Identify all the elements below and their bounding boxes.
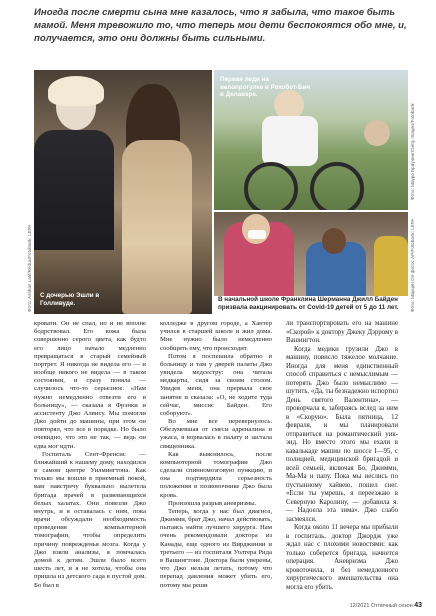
yellow-outfit [374,236,408,296]
paragraph: Во мне все перевернулось. Обезумевшая от смеси адреналина и ужаса, я ворвалась в палату и застала священника. [160,418,272,450]
pull-quote: Иногда после смерти сына мне казалось, что я забыла, что такое быть мамой. Меня тревожило то, что теперь мои дети беспокоятся обо мне, и, получается, это они должны быть сильными. [34,7,407,45]
main-photo-credit: Фото: Ashkan Latif/Redux/Fotobank; LEPA [27,224,32,312]
bike-caption: Первая леди на велопрогулке в Рехобот-Бич в Делавэре. [220,76,311,99]
photo-main [34,70,212,314]
photo-school [214,212,408,296]
rider-shirt [262,116,318,166]
article-column-2 [160,320,272,590]
article-column-3 [286,320,398,592]
footer-magazine: 12/2021 Отличный сезон [349,603,413,609]
paragraph: кровати. Он не спал, но и не вполне бодрствовал. Его кожа была совершенно серого цвета, как будто его лицо начало медленно превращаться в старый семейный портрет. Я никогда не видела его — и вообще никого не видела — в таком состоянии, и сразу поняла — случилось что-то серьезное. «Нам нужно немедленно отвезти его в больницу», — сказала я Фрэнки и ассистенту Джо Алвису. Мы помогли Джо дойти до машины, при этом он повторял, что все в порядке. Но было очевидно, что это не так, — ведь он едва мог идти. [34,320,146,450]
page-footer [350,602,422,609]
paragraph: Теперь, когда у нас был диагноз, Джимми, брат Джо, начал действовать, пытаясь найти лучшего хирурга. Нам очень рекомендовали доктора из Канады, еще одного из Вирджинии и третьего — из госпиталя Уолтера Рида в Вашингтоне. Доктора были уверены, что Джо нельзя летать, потому что перепад давления может убить его, потому мы реши [160,507,272,589]
face-mask [248,230,266,239]
paragraph: Произошла разрыв аневризмы. [168,499,257,507]
bystander [364,120,390,146]
bike-wheel-front [244,162,298,210]
hair-left [48,76,104,106]
child-head [322,228,346,254]
main-caption: С дочерью Эшли в Голливуде. [40,292,100,307]
photo-bike [214,70,408,210]
paragraph: Когда медики грузили Джо в машину, повисло тяжелое молчание. Иногда для меня единственный способ справиться с немыслимым — потерять Джо было немыслимо — шутить. «Да, ты безнадежно испортил День святого Валентина», — проворчала я, забираясь вслед за ним в «Скорую». Была пятница, 12 февраля, и мы планировали отправиться на романтический уик-энд. Но вместо этого мы ехали в кавалькаде машин по шоссе I—95, с полицией, медицинской бригадой и всей семьей, включая Бо, Джимми, Ма-Ма и папу. Пока мы неслись по пустынному хайвею, пошел снег. «Если ты умрешь, я переезжаю в Северную Каролину, — добавила я. — Надоела эта зима». Джо слабо засмеялся. [286,345,398,523]
bike-wheel-back [310,162,364,210]
article-column-1 [34,320,146,590]
paragraph: Как выяснилось, после компьютерной томографии Джо сделали спинномозговую пункцию, и она подтвердила серьезность положения в позвоночнике Джо была кровь. [160,450,272,499]
dress [122,140,192,314]
page-number: 43 [414,602,422,609]
paragraph: колледже в другом городе, а Хантер учился в старшей школе и жил дома. Мне нужно было немедленно сообщить ему, что происходит. [160,320,272,352]
school-photo-credit: Фото: Марцин Оп-фотос AP/Fotobank; LEPA [410,218,415,312]
bike-photo-credit: Фото: Мауро Браунинг/Getty Images/Fotobank [410,103,415,200]
paragraph: Когда около 11 вечера мы прибыли в госпиталь, доктор Джордж уже ждал нас с плохими новостями: как только соберется бригада, начнется операция. Аневризма Джо кровоточила, и без немедленного хирургического вмешательства она могла его убить. [286,524,398,591]
paragraph: Госпиталь Сент-Френсис — ближайший к нашему дому, находился в самом центре Уилмингтона. Как только мы вошли в приемный покой, вам навстречу буквально вылетела бригада врачей в развевающихся белых халатах. Они повезли Джо внутрь, и я оставалась с ним, пока врачи обсуждали необходимость проведения компьютерной томографии, чтобы определить причину поврежденья мозга. Когда у Джо взяли анализы, я помчалась домой к детям. Эшли было всего шесть лет, и я не хотела, чтобы она пришла из детского сада в пустой дом. Бо был в [34,450,146,589]
paragraph: ли транспортировать его на машине «Скорой» к доктору Джеку Дэррому в Вашингтон. [286,320,398,344]
woman-face [242,214,270,244]
dark-outfit [34,130,114,250]
paragraph: Потом я поспешила обратно в больницу и там у дверей палаты Джо увидела медсестру: она читала медкарты, сидя за своим столом. Увидев меня, она прервала свое занятие и сказала: «О, не ходите туда сейчас, миссис Байден. Его соборуют». [160,352,272,417]
school-caption: В начальной школе Франклина Шерманна Джилл Байден призвала вакцинировать от Covid-19 детей от 5 до 11 лет. [218,296,399,311]
